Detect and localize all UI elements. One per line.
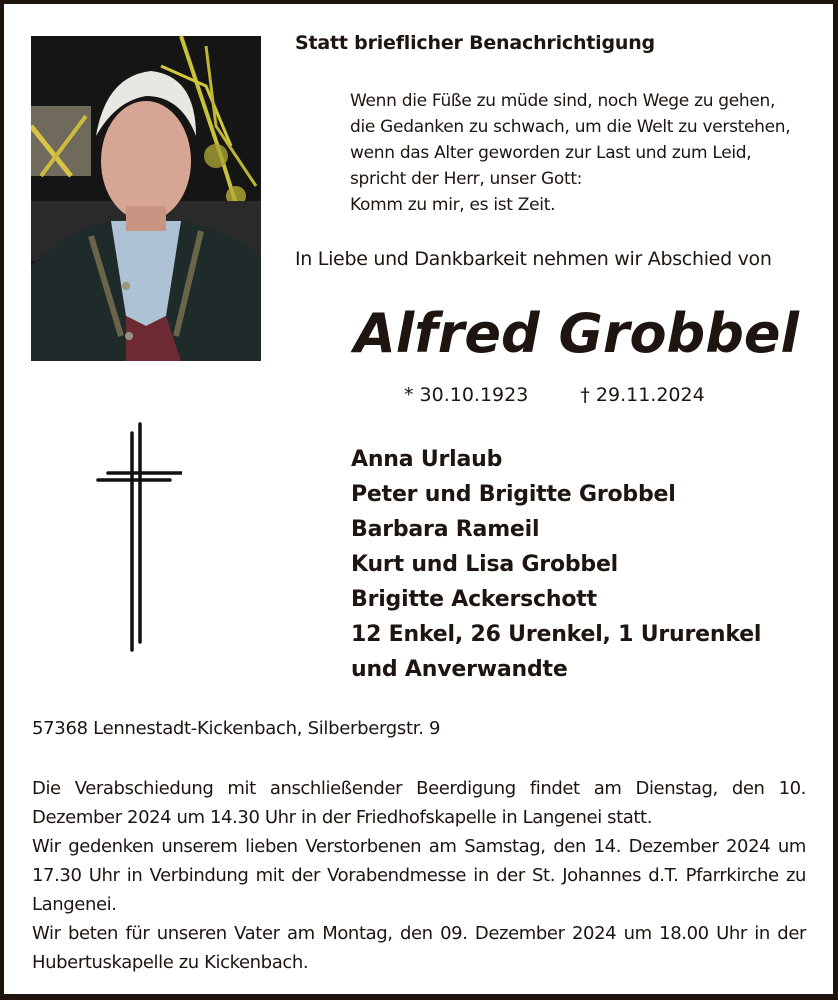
mourner: Anna Urlaub — [351, 447, 503, 472]
poem-line: die Gedanken zu schwach, um die Welt zu verstehen, — [350, 117, 791, 137]
address: 57368 Lennestadt-Kickenbach, Silberbergstr. 9 — [32, 718, 441, 739]
info-paragraph: Die Verabschiedung mit anschließender Beerdigung findet am Dienstag, den 10. Dezember 2024 um 14.30 Uhr in der Friedhofskapelle in Langenei statt. — [32, 778, 806, 828]
portrait-photo — [31, 36, 261, 361]
info-paragraph: Wir beten für unseren Vater am Montag, den 09. Dezember 2024 um 18.00 Uhr in der Hubertuskapelle zu Kickenbach. — [32, 923, 806, 973]
headline: Statt brieflicher Benachrichtigung — [295, 32, 655, 54]
poem — [350, 88, 790, 218]
mourner: Peter und Brigitte Grobbel — [351, 482, 676, 507]
birth-date: * 30.10.1923 — [404, 384, 529, 406]
mourners-list — [351, 442, 761, 687]
service-info — [32, 774, 806, 977]
deceased-name: Alfred Grobbel — [354, 302, 799, 365]
portrait-image-icon — [31, 36, 261, 361]
mourner: Brigitte Ackerschott — [351, 587, 597, 612]
poem-line: Komm zu mir, es ist Zeit. — [350, 195, 556, 215]
farewell-intro: In Liebe und Dankbarkeit nehmen wir Abschied von — [295, 248, 772, 270]
death-date: † 29.11.2024 — [580, 384, 705, 406]
poem-line: spricht der Herr, unser Gott: — [350, 169, 583, 189]
mourner: Barbara Rameil — [351, 517, 540, 542]
mourner: 12 Enkel, 26 Urenkel, 1 Ururenkel — [351, 622, 762, 647]
mourner: Kurt und Lisa Grobbel — [351, 552, 619, 577]
info-paragraph: Wir gedenken unserem lieben Verstorbenen am Samstag, den 14. Dezember 2024 um 17.30 Uhr in Verbindung mit der Vorabendmesse in der St. Johannes d.T. Pfarrkirche zu Langenei. — [32, 836, 806, 915]
life-dates — [404, 384, 705, 406]
double-cross-icon — [90, 420, 182, 652]
poem-line: Wenn die Füße zu müde sind, noch Wege zu gehen, — [350, 91, 776, 111]
mourner: und Anverwandte — [351, 657, 568, 682]
poem-line: wenn das Alter geworden zur Last und zum Leid, — [350, 143, 752, 163]
obituary-notice — [4, 4, 833, 994]
